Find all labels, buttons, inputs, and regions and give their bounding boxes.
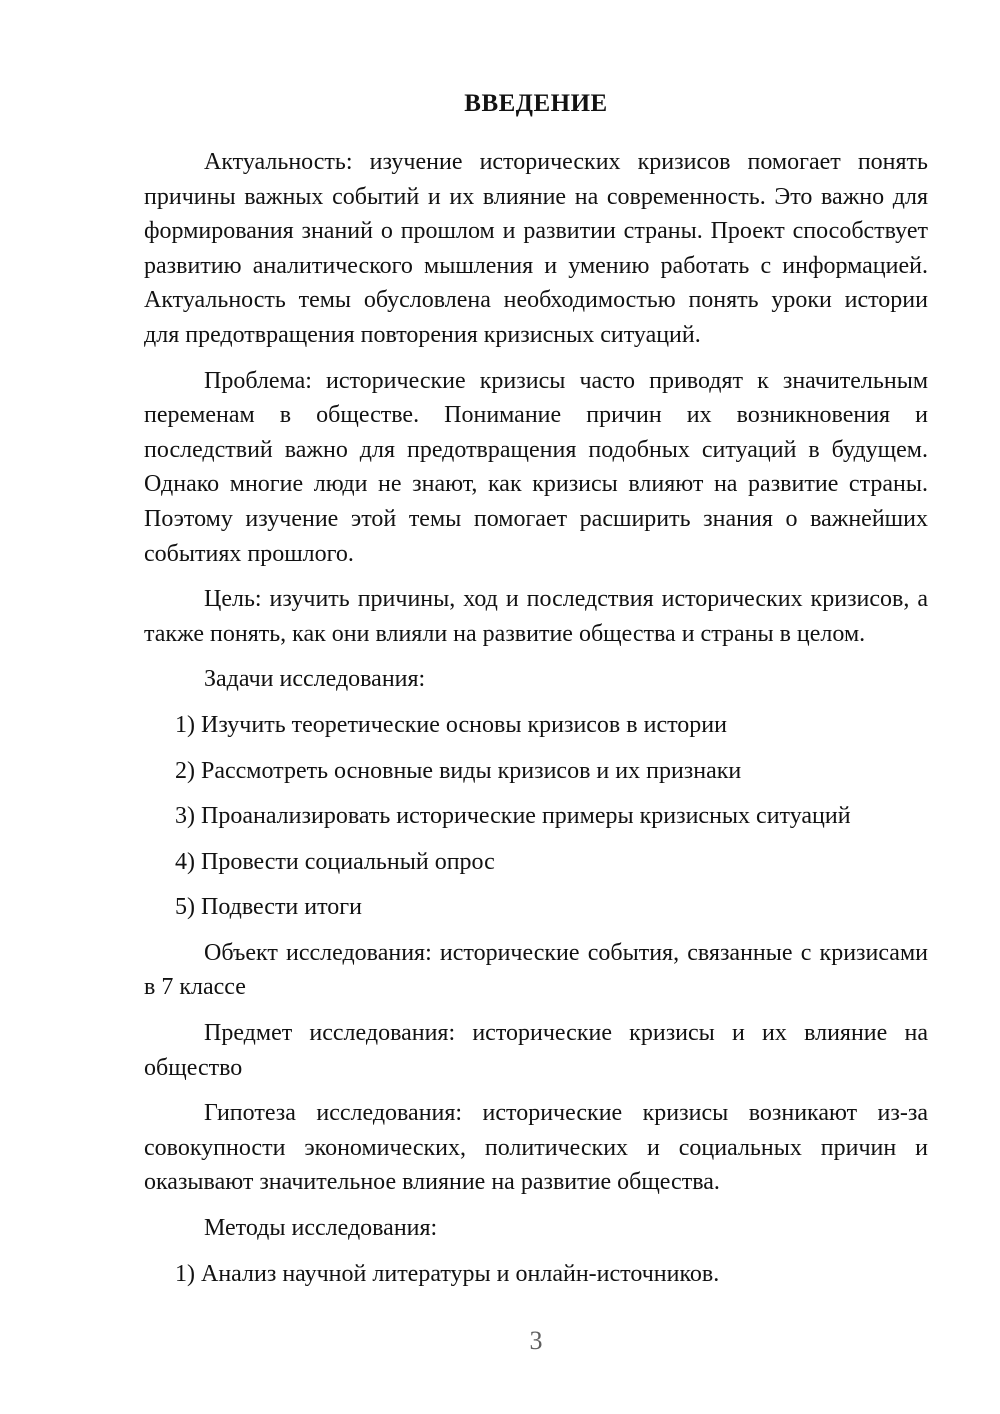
task-item-5: 5) Подвести итоги: [175, 894, 362, 921]
method-item-1: 1) Анализ научной литературы и онлайн-источников.: [175, 1260, 720, 1287]
task-item-2: 2) Рассмотреть основные виды кризисов и их признаки: [175, 757, 742, 784]
task-item-4: 4) Провести социальный опрос: [175, 848, 495, 875]
paragraph-subject: Предмет исследования: исторические кризисы и их влияние на общество: [144, 1020, 928, 1081]
task-item-3: 3) Проанализировать исторические примеры кризисных ситуаций: [175, 803, 851, 830]
page-title: ВВЕДЕНИЕ: [464, 90, 608, 117]
paragraph-problem: Проблема: исторические кризисы часто приводят к значительным переменам в обществе. Понимание причин их возникновения и последствий важно для предотвращения подобных ситуаций в будущем. Однако многие люди не знают, как кризисы влияют на развитие страны. Поэтому изучение этой темы помогает расширить знания о важнейших событиях прошлого.: [144, 367, 928, 567]
paragraph-relevance: Актуальность: изучение исторических кризисов помогает понять причины важных событий и их влияние на современность. Это важно для формирования знаний о прошлом и развитии страны. Проект способствует развитию аналитического мышления и умению работать с информацией. Актуальность темы обусловлена необходимостью понять уроки истории для предотвращения повторения кризисных ситуаций.: [144, 149, 928, 348]
task-item-1: 1) Изучить теоретические основы кризисов в истории: [175, 711, 727, 738]
tasks-heading: Задачи исследования:: [204, 666, 426, 693]
methods-heading: Методы исследования:: [204, 1215, 438, 1242]
paragraph-hypothesis: Гипотеза исследования: исторические кризисы возникают из-за совокупности экономических, политических и социальных причин и оказывают значительное влияние на развитие общества.: [144, 1100, 928, 1196]
page-content: [144, 86, 928, 1302]
paragraph-goal: Цель: изучить причины, ход и последствия исторических кризисов, а также понять, как они влияли на развитие общества и страны в целом.: [144, 586, 928, 647]
page-number: 3: [529, 1326, 543, 1355]
paragraph-object: Объект исследования: исторические события, связанные с кризисами в 7 классе: [144, 939, 928, 1001]
